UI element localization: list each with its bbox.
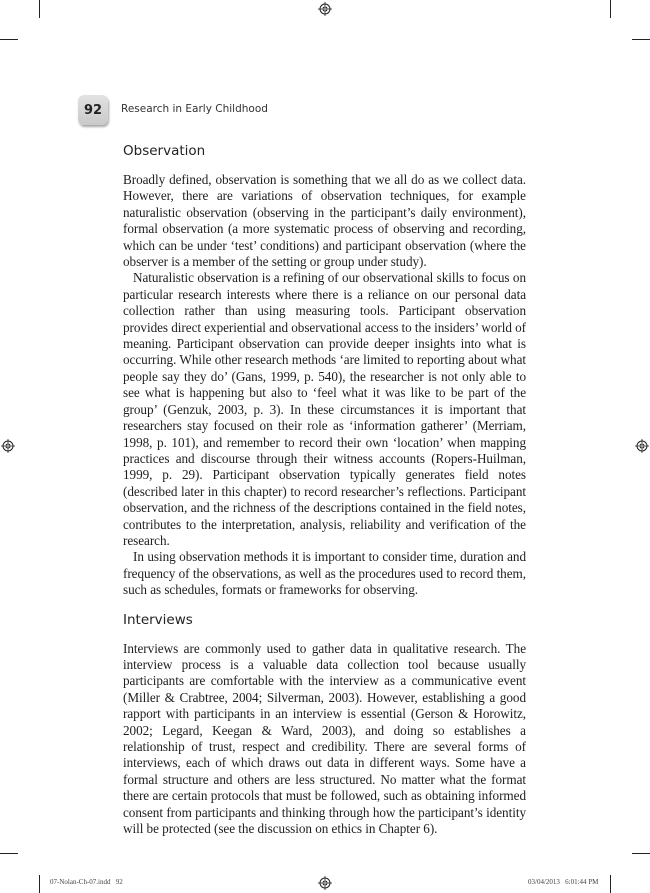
crop-mark-top-right-vertical	[610, 0, 611, 18]
crop-mark-top-right-horizontal	[632, 39, 650, 40]
paragraph-observation-3: In using observation methods it is important to consider time, duration and frequency of the observations, as well as the procedures used to record them, such as schedules, formats or frameworks for observing.	[123, 549, 526, 598]
section-heading-observation: Observation	[123, 143, 206, 159]
slug-timestamp: 03/04/2013 6:01:44 PM	[528, 878, 599, 886]
crop-mark-bottom-right-vertical	[610, 875, 611, 893]
registration-mark-top-icon	[318, 2, 332, 16]
crop-mark-bottom-left-horizontal	[0, 853, 18, 854]
registration-mark-bottom-icon	[318, 876, 332, 890]
page-number-badge: 92	[78, 95, 108, 125]
crop-mark-bottom-right-horizontal	[632, 853, 650, 854]
running-head: Research in Early Childhood	[121, 103, 268, 115]
page-body	[123, 141, 526, 837]
paragraph-interviews-1: Interviews are commonly used to gather data in qualitative research. The interview process is a valuable data collection tool because usually participants are comfortable with the interview as a communicative event (Miller & Crabtree, 2004; Silverman, 2003). However, establishing a good rapport with participants in an interview is essential (Gerson & Horowitz, 2002; Legard, Keegan & Ward, 2003), and doing so establishes a relationship of trust, respect and credibility. There are several forms of interviews, each of which draws out data in different ways. Some have a formal structure and others are less structured. No matter what the format there are certain protocols that must be followed, such as obtaining informed consent from participants and thinking through how the participant’s identity will be protected (see the discussion on ethics in Chapter 6).	[123, 640, 526, 837]
crop-mark-top-left-horizontal	[0, 39, 18, 40]
crop-mark-bottom-left-vertical	[39, 875, 40, 893]
crop-mark-top-left-vertical	[39, 0, 40, 18]
slug-filename: 07-Nolan-Ch-07.indd 92	[50, 878, 123, 886]
section-heading-interviews: Interviews	[123, 611, 193, 628]
registration-mark-right-icon	[635, 439, 649, 453]
paragraph-observation-2: Naturalistic observation is a refining of our observational skills to focus on particular research interests where there is a reliance on our personal data collection rather than using measuring tools. Participant observation provides direct experiential and observational access to the insiders’ world of meaning. Participant observation can provide deeper insights into what is occurring. While other research methods ‘are limited to reporting about what people say they do’ (Gans, 1999, p. 540), the researcher is not only able to see what is happening but also to ‘feel what it was like to be part of the group’ (Genzuk, 2003, p. 3). In these circumstances it is important that researchers stay focused on their role as ‘information gatherer’ (Merriam, 1998, p. 101), and remember to record their own ‘location’ when mapping practices and discourse through their witness accounts (Ropers-Huilman, 1999, p. 29). Participant observation typically generates field notes (described later in this chapter) to record researcher’s reflections. Participant observation, and the richness of the descriptions contained in the field notes, contributes to the interpretation, analysis, reliability and verification of the research.	[123, 270, 527, 548]
paragraph-observation-1: Broadly defined, observation is something that we all do as we collect data. However, there are variations of observation techniques, for example naturalistic observation (observing in the participant’s daily environment), formal observation (a more systematic process of observing and recording, which can be under ‘test’ conditions) and participant observation (where the observer is a member of the setting or group under study).	[123, 172, 526, 270]
registration-mark-left-icon	[1, 439, 15, 453]
